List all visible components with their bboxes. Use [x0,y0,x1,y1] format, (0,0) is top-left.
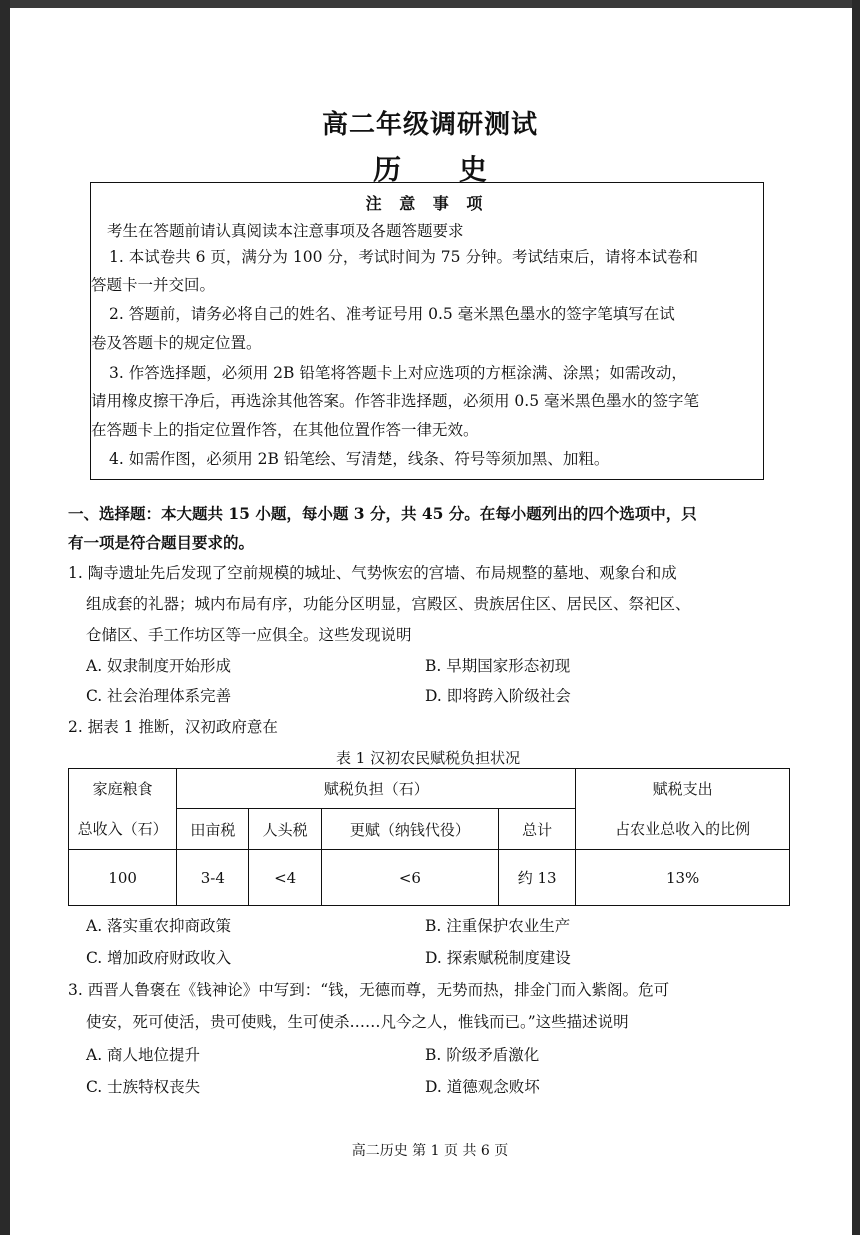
exam-title: 高二年级调研测试 [321,110,538,140]
q2-option-b: B. 注重保护农业生产 [425,917,571,935]
q2-stem: 2. 据表 1 推断，汉初政府意在 [68,718,278,736]
q1-option-a: A. 奴隶制度开始形成 [86,657,232,675]
notice-line: 2. 答题前，请务必将自己的姓名、准考证号用 0.5 毫米黑色墨水的签字笔填写在试 [109,305,675,323]
q1-stem: 1. 陶寺遗址先后发现了空前规模的城址、气势恢宏的宫墙、布局规整的墓地、观象台和成 [68,564,677,582]
q3-option-a: A. 商人地位提升 [86,1046,201,1064]
section-instruction: 有一项是符合题目要求的。 [68,533,255,552]
table-header-cell: 家庭粮食 [69,769,177,809]
q2-option-a: A. 落实重农抑商政策 [86,917,232,935]
page-footer: 高二历史 第 1 页 共 6 页 [351,1143,509,1159]
q1-stem: 仓储区、手工作坊区等一应俱全。这些发现说明 [86,626,412,644]
table-cell: <6 [321,850,498,906]
table-cell: 约 13 [498,850,575,906]
table-row [69,850,790,906]
q1-option-c: C. 社会治理体系完善 [86,687,232,705]
q3-stem: 3. 西晋人鲁褒在《钱神论》中写到：“钱，无德而尊，无势而热，排金门而入紫阁。危可 [68,981,670,999]
q1-option-b: B. 早期国家形态初现 [425,657,571,675]
table-subheader-cell: 田亩税 [177,809,249,850]
notice-line: 4. 如需作图，必须用 2B 铅笔绘、写清楚，线条、符号等须加黑、加粗。 [109,450,610,468]
q3-option-c: C. 士族特权丧失 [86,1078,201,1096]
notice-heading: 注 意 事 项 [365,194,489,213]
notice-line: 答题卡一并交回。 [91,276,216,294]
notice-box [90,182,764,480]
q3-stem: 使安，死可使活，贵可使贱，生可使杀……凡今之人，惟钱而已。”这些描述说明 [86,1013,629,1031]
table-header-cell: 占农业总收入的比例 [576,809,790,850]
section-instruction: 一、选择题：本大题共 15 小题，每小题 3 分，共 45 分。在每小题列出的四个选项中，只 [68,504,697,523]
table-cell: 100 [69,850,177,906]
table-subheader-cell: 总计 [498,809,575,850]
notice-line: 考生在答题前请认真阅读本注意事项及各题答题要求 [107,222,464,240]
q2-option-c: C. 增加政府财政收入 [86,949,232,967]
table-caption: 表 1 汉初农民赋税负担状况 [336,749,521,767]
tax-table [68,768,790,906]
table-cell: 3-4 [177,850,249,906]
q1-option-d: D. 即将跨入阶级社会 [425,687,571,705]
q3-option-d: D. 道德观念败坏 [425,1078,540,1096]
notice-line: 3. 作答选择题，必须用 2B 铅笔将答题卡上对应选项的方框涂满、涂黑；如需改动， [109,364,687,382]
q1-stem: 组成套的礼器；城内布局有序，功能分区明显，宫殿区、贵族居住区、居民区、祭祀区、 [86,595,691,613]
table-header-cell: 赋税支出 [576,769,790,809]
subject-title: 历 史 [373,153,511,186]
notice-line: 在答题卡上的指定位置作答，在其他位置作答一律无效。 [91,421,479,439]
scan-edge-top [0,0,860,8]
table-cell: 13% [576,850,790,906]
notice-line: 请用橡皮擦干净后，再选涂其他答案。作答非选择题，必须用 0.5 毫米黑色墨水的签字笔 [91,392,700,410]
notice-line: 1. 本试卷共 6 页，满分为 100 分，考试时间为 75 分钟。考试结束后，请将本试卷和 [109,248,698,266]
table-header-cell: 赋税负担（石） [177,769,576,809]
table-subheader-cell: 更赋（纳钱代役） [321,809,498,850]
q3-option-b: B. 阶级矛盾激化 [425,1046,540,1064]
notice-line: 卷及答题卡的规定位置。 [91,334,262,352]
table-header-cell: 总收入（石） [69,809,177,850]
table-cell: <4 [249,850,321,906]
q2-option-d: D. 探索赋税制度建设 [425,949,571,967]
table-subheader-cell: 人头税 [249,809,321,850]
